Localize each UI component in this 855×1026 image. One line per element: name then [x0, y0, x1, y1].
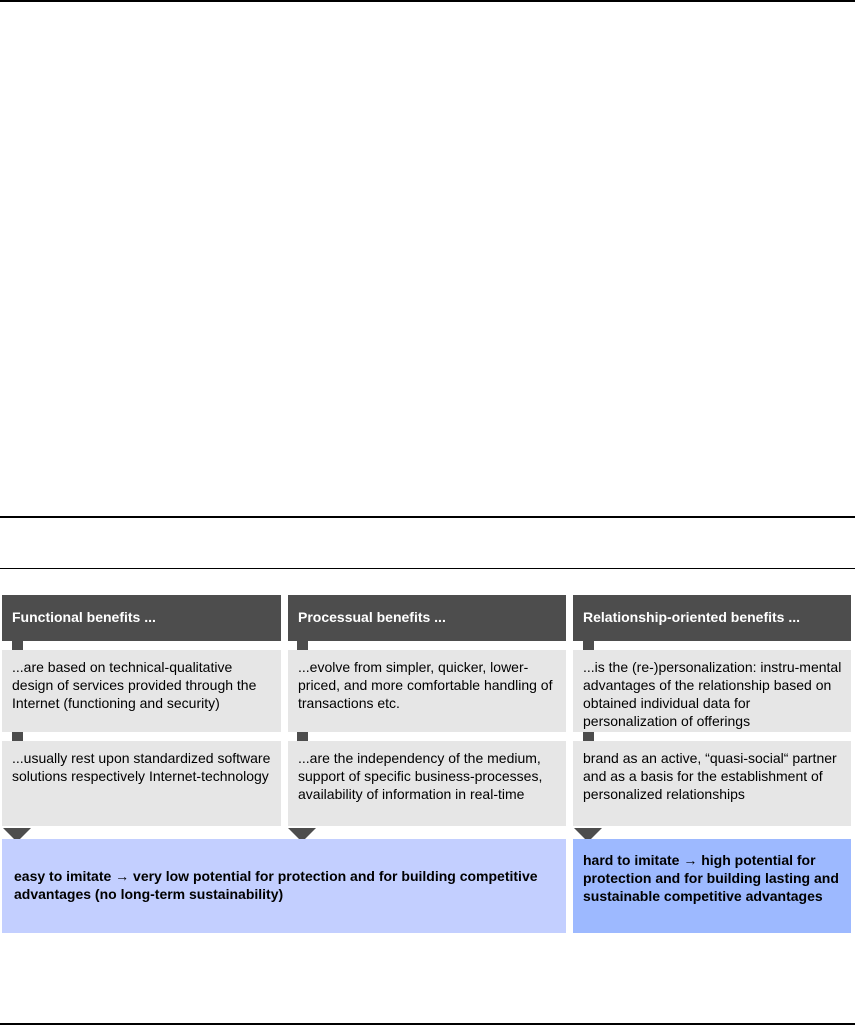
connector-stub — [583, 641, 594, 650]
caption-rule — [0, 568, 855, 569]
processual-box-2: ...are the independency of the medium, support of specific business-processes, availability of information in real-time — [288, 741, 566, 826]
connector-stub — [583, 732, 594, 741]
connector-stub — [12, 641, 23, 650]
result-hard-to-imitate: hard to imitate → high potential for protection and for building lasting and sustainable competitive advantages — [573, 839, 851, 933]
connector-stub — [297, 641, 308, 650]
top-rule — [0, 0, 855, 2]
bottom-rule — [0, 1023, 855, 1025]
connector-stub — [12, 732, 23, 741]
result-easy-to-imitate: easy to imitate → very low potential for protection and for building competitive advantages (no long-term sustainability) — [2, 839, 566, 933]
functional-box-1: ...are based on technical-qualitative design of services provided through the Internet (functioning and security) — [2, 650, 281, 732]
processual-box-1: ...evolve from simpler, quicker, lower-priced, and more comfortable handling of transactions etc. — [288, 650, 566, 732]
connector-stub — [297, 732, 308, 741]
relationship-box-1: ...is the (re-)personalization: instru-mental advantages of the relationship based on obtained individual data for personalization of offerings — [573, 650, 851, 732]
header-functional-benefits: Functional benefits ... — [2, 595, 281, 641]
relationship-box-2: brand as an active, “quasi-social“ partner and as a basis for the establishment of personalized relationships — [573, 741, 851, 826]
header-processual-benefits: Processual benefits ... — [288, 595, 566, 641]
functional-box-2: ...usually rest upon standardized software solutions respectively Internet-technology — [2, 741, 281, 826]
header-relationship-benefits: Relationship-oriented benefits ... — [573, 595, 851, 641]
section-rule — [0, 516, 855, 518]
